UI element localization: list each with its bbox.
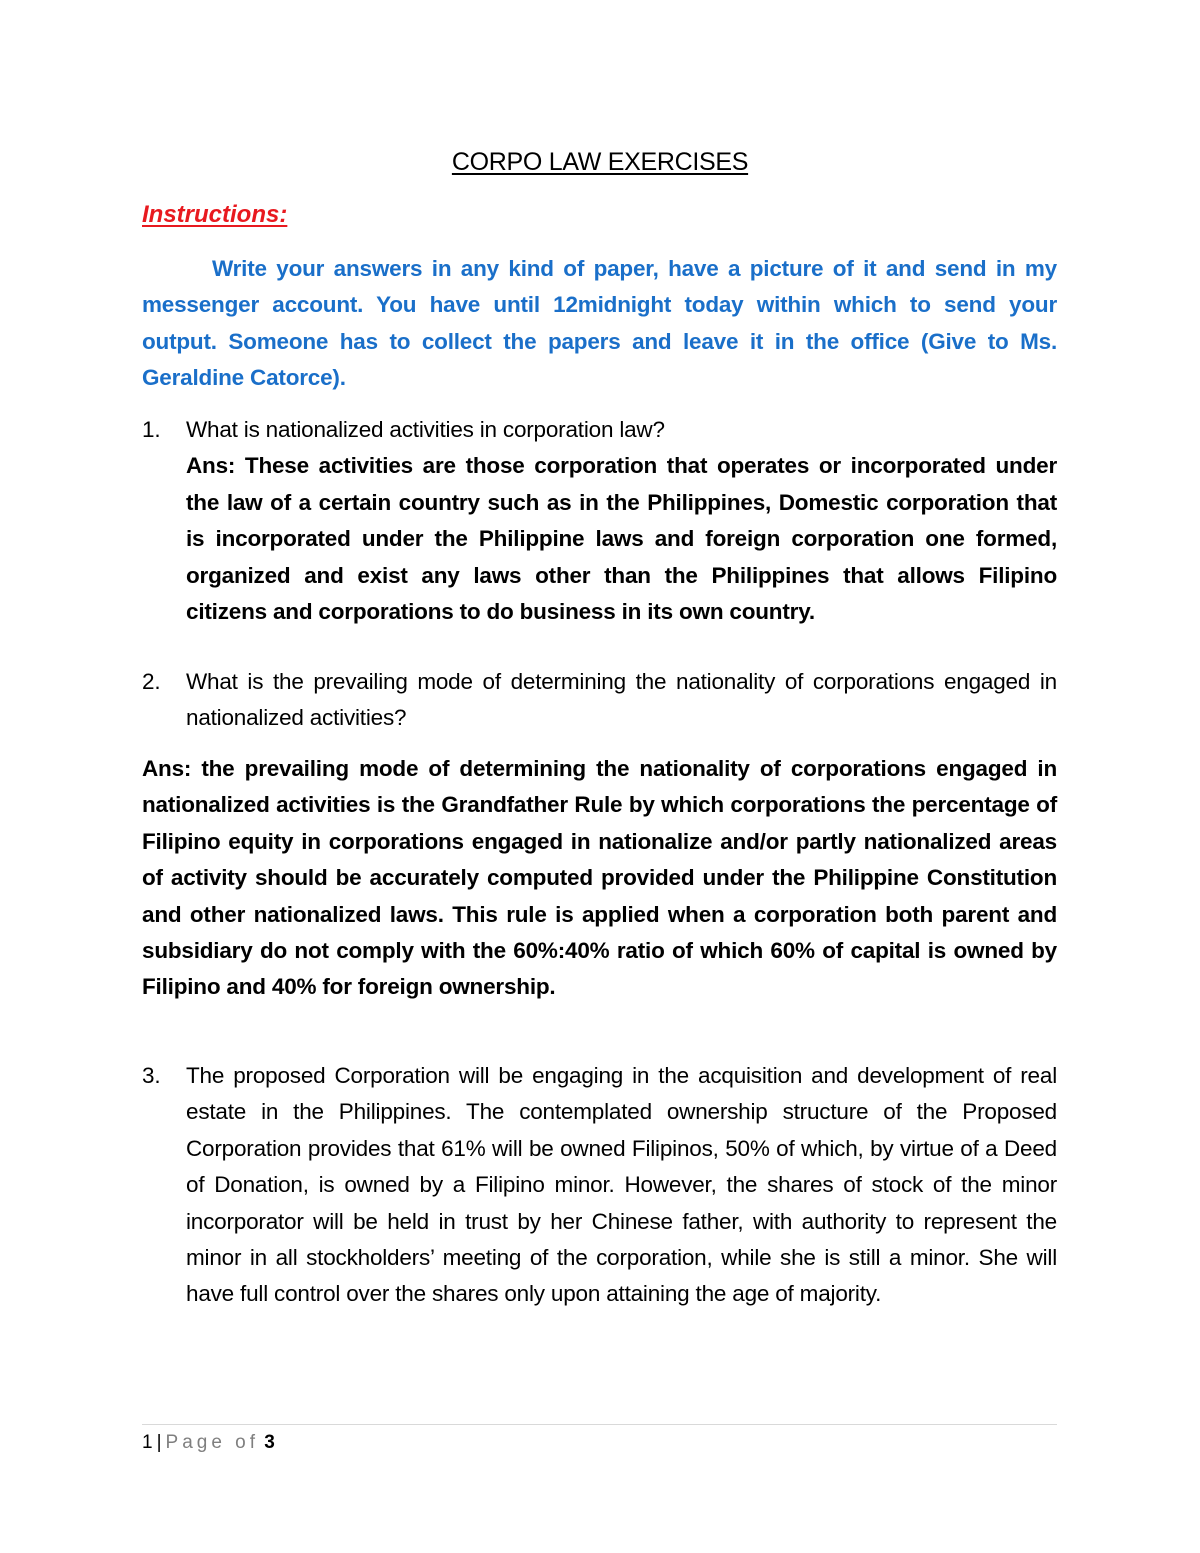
question-text: What is nationalized activities in corporation law? (186, 417, 665, 442)
question-item-1 (142, 412, 1057, 630)
question-text: What is the prevailing mode of determining the nationality of corporations engaged in nationalized activities? (186, 669, 1057, 731)
question-number: 3. (142, 1063, 161, 1088)
footer-separator: | (156, 1432, 162, 1453)
page-total: 3 (264, 1432, 275, 1453)
question-item-2 (142, 664, 1057, 737)
instructions-label: Instructions: (142, 201, 288, 228)
instructions-text: Write your answers in any kind of paper, have a picture of it and send in my messenger account. You have until 12midnight today within which to send your output. Someone has to collect the papers and leave it in the office (Give to Ms. Geraldine Catorce). (142, 256, 1057, 391)
document-title: CORPO LAW EXERCISES (451, 148, 749, 176)
page-label: Page of (165, 1432, 260, 1453)
footer-divider (142, 1424, 1057, 1425)
question-number: 2. (142, 669, 161, 694)
answer-text: Ans: These activities are those corporation that operates or incorporated under the law of a certain country such as in the Philippines, Domestic corporation that is incorporated under the Philippine laws and foreign corporation one formed, organized and exist any laws other than the Philippines that allows Filipino citizens and corporations to do business in its own country. (186, 453, 1057, 625)
page-number: 1 (142, 1432, 153, 1453)
answer-text: Ans: the prevailing mode of determining the nationality of corporations engaged in nationalized activities is the Grandfather Rule by which corporations the percentage of Filipino equity in corporations engaged in nationalize and/or partly nationalized areas of activity should be accurately computed provided under the Philippine Constitution and other nationalized laws. This rule is applied when a corporation both parent and subsidiary do not comply with the 60%:40% ratio of which 60% of capital is owned by Filipino and 40% for foreign ownership. (142, 756, 1057, 1000)
page-footer (142, 1432, 275, 1454)
question-item-3 (142, 1058, 1057, 1313)
question-text: The proposed Corporation will be engaging in the acquisition and development of real estate in the Philippines. The contemplated ownership structure of the Proposed Corporation provides that 61% will be owned Filipinos, 50% of which, by virtue of a Deed of Donation, is owned by a Filipino minor. However, the shares of stock of the minor incorporator will be held in trust by her Chinese father, with authority to represent the minor in all stockholders’ meeting of the corporation, while she is still a minor. She will have full control over the shares only upon attaining the age of majority. (186, 1063, 1057, 1307)
question-number: 1. (142, 417, 161, 442)
